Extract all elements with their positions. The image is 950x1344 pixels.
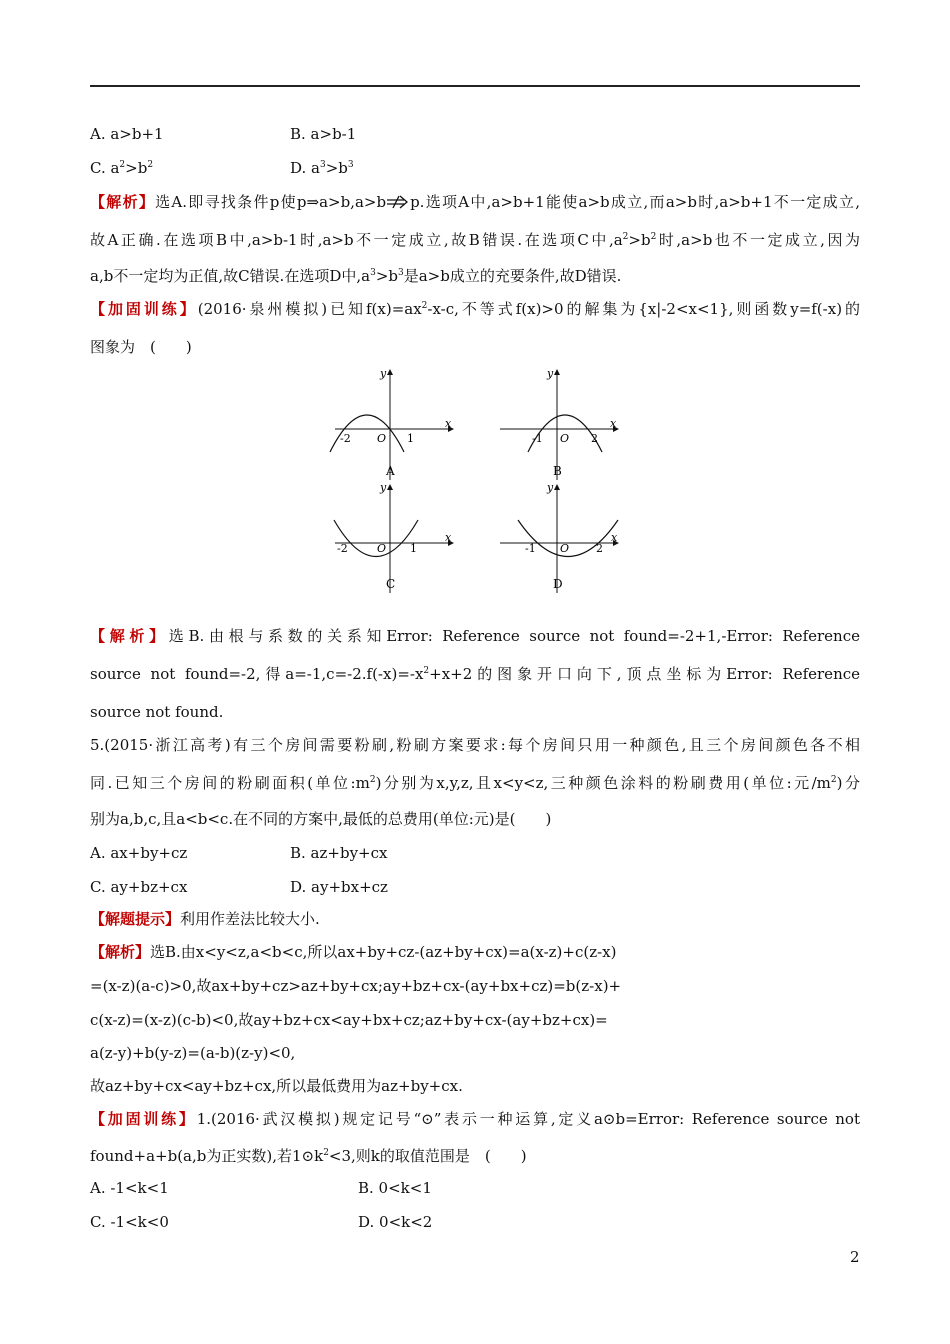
option-d: D. ay+bx+cz	[290, 878, 388, 896]
option-a: A. a>b+1	[90, 125, 164, 143]
analysis-line: 【解析】选B.由x<y<z,a<b<c,所以ax+by+cz-(az+by+cx)=a(x-z)+c(z-x)	[90, 943, 617, 961]
option-d: D. 0<k<2	[358, 1213, 433, 1231]
analysis-line: source not found=-2,得$a=-1,c=-2.f(-x)=-x^2+x+2$的图象开口向下,顶点坐标为Error: Reference	[90, 665, 861, 683]
x-axis-label: x	[611, 531, 618, 544]
graph-label: C	[386, 577, 396, 591]
root-label: 1	[410, 542, 417, 555]
training-question-line: 【加固训练】1.(2016·武汉模拟)规定记号“⊙”表示一种运算,定义a⊙b=Error: Reference source not	[90, 1110, 860, 1128]
y-axis-label: y	[547, 367, 554, 380]
option-b: B. az+by+cx	[290, 844, 388, 862]
option-d: D. $a^3>b^3$	[290, 159, 354, 177]
analysis-tag: 【解析】	[90, 943, 151, 961]
origin-label: O	[560, 432, 570, 445]
analysis-line: 【解析】选B.由根与系数的关系知Error: Reference source not found=-2+1,-Error: Reference	[90, 627, 860, 645]
question-line: 别为a,b,c,且a<b<c.在不同的方案中,最低的总费用(单位:元)是( )	[90, 810, 552, 828]
option-b: B. 0<k<1	[358, 1179, 432, 1197]
option-c: C. -1<k<0	[90, 1213, 169, 1231]
graph-a	[330, 367, 453, 480]
option-c: C. $a^2>b^2$	[90, 159, 154, 177]
question-line: 5.(2015·浙江高考)有三个房间需要粉刷,粉刷方案要求:每个房间只用一种颜色,且三个房间颜色各不相	[90, 736, 860, 754]
x-axis-label: x	[610, 417, 617, 430]
analysis-line: a(z-y)+b(y-z)=(a-b)(z-y)<0,	[90, 1044, 296, 1062]
origin-label: O	[377, 542, 387, 555]
analysis-tag: 【解析】	[90, 193, 156, 211]
not-implies-icon	[386, 193, 410, 211]
option-b: B. a>b-1	[290, 125, 357, 143]
training-tag: 【加固训练】	[90, 300, 198, 318]
option-c: C. ay+bz+cx	[90, 878, 188, 896]
training-question-line: 图象为 ( )	[90, 338, 192, 356]
y-axis-label: y	[380, 481, 387, 494]
origin-label: O	[377, 432, 387, 445]
graph-d	[500, 481, 618, 593]
y-axis-label: y	[380, 367, 387, 380]
x-axis-label: x	[445, 531, 452, 544]
root-label: -2	[337, 542, 348, 555]
training-question-line: 【加固训练】(2016·泉州模拟)已知$f(x)=ax^2-x-c$,不等式f(x)>0的解集为{x|-2<x<1},则函数y=f(-x)的	[90, 300, 860, 318]
analysis-line: =(x-z)(a-c)>0,故ax+by+cz>az+by+cx;ay+bz+cx-(ay+bx+cz)=b(z-x)+	[90, 977, 622, 995]
analysis-line: a,b不一定均为正值,故C错误.在选项D中$,a^3>b^3$是a>b成立的充要条件,故D错误.	[90, 267, 622, 285]
analysis-line: 故A正确.在选项B中,a>b-1时,a>b不一定成立,故B错误.在选项C中$,a^2>b^2$时,a>b也不一定成立,因为	[90, 231, 860, 249]
analysis-line: source not found.	[90, 703, 224, 721]
option-a: A. -1<k<1	[90, 1179, 169, 1197]
header-rule	[90, 85, 860, 87]
question-line: 同.已知三个房间的粉刷面积(单位$:m^2$)分别为x,y,z,且x<y<z,三种颜色涂料的粉刷费用(单位:元$/m^2$)分	[90, 774, 860, 792]
page-number: 2	[850, 1248, 860, 1266]
graph-c	[334, 481, 453, 593]
root-label: -2	[340, 432, 351, 445]
option-a: A. ax+by+cz	[90, 844, 188, 862]
y-axis-label: y	[547, 481, 554, 494]
analysis-line: c(x-z)=(x-z)(c-b)<0,故ay+bz+cx<ay+bx+cz;az+by+cx-(ay+bz+cx)=	[90, 1011, 608, 1029]
root-label: 2	[591, 432, 598, 445]
root-label: -1	[532, 432, 543, 445]
hint-line: 【解题提示】利用作差法比较大小.	[90, 910, 320, 928]
analysis-line: 故az+by+cx<ay+bz+cx,所以最低费用为az+by+cx.	[90, 1077, 463, 1095]
training-question-line: found+a+b(a,b为正实数),若$1⊙k^2<3$,则k的取值范围是 ( )	[90, 1147, 527, 1165]
x-axis-label: x	[445, 417, 452, 430]
root-label: -1	[525, 542, 536, 555]
hint-tag: 【解题提示】	[90, 910, 181, 928]
graph-label: D	[553, 577, 563, 591]
analysis-tag: 【解析】	[90, 627, 169, 645]
graph-b	[500, 367, 618, 480]
graph-label: B	[553, 464, 562, 478]
graph-options-figure	[320, 365, 630, 595]
root-label: 2	[596, 542, 603, 555]
analysis-line: 【解析】选A.即寻找条件p使p⇒a>b,a>b p.选项A中,a>b+1能使a>b成立,而a>b时,a>b+1不一定成立,	[90, 193, 860, 211]
origin-label: O	[560, 542, 570, 555]
root-label: 1	[407, 432, 414, 445]
training-tag: 【加固训练】	[90, 1110, 197, 1128]
graph-label: A	[386, 464, 395, 478]
